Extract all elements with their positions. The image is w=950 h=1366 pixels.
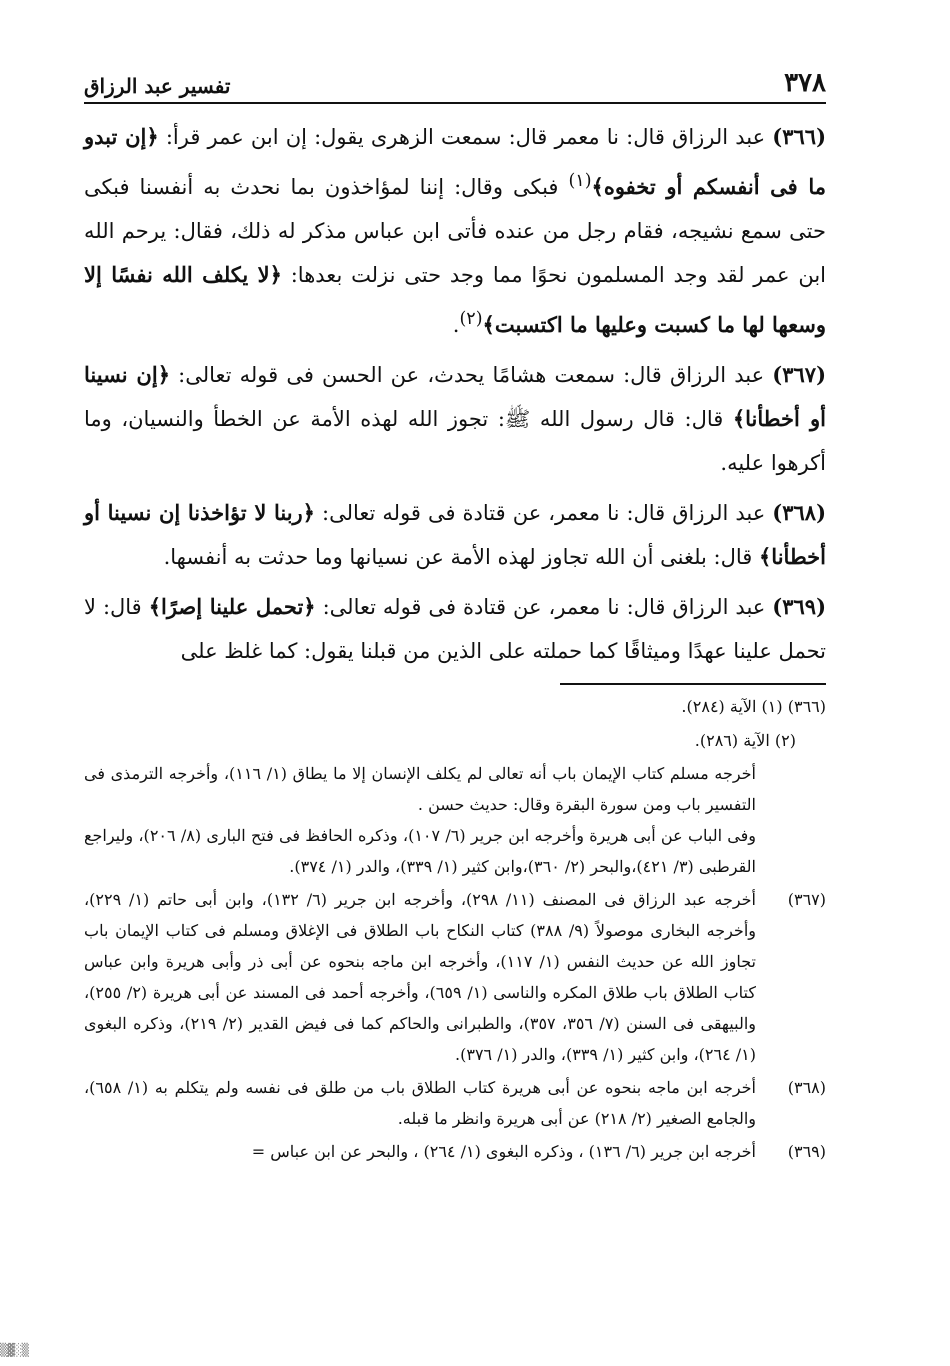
footnote-366-p1: أخرجه مسلم كتاب الإيمان باب أنه تعالى لم يكلف الإنسان إلا ما يطاق (١/ ١١٦)، وأخرجه الترمذى فى التفسير باب ومن سورة البقرة وقال: حديث حسن . xyxy=(84,764,757,814)
header-rule xyxy=(84,102,826,104)
page-header xyxy=(84,62,826,98)
entry-369 xyxy=(84,585,826,673)
footnote-label: (٣٦٧) xyxy=(787,890,826,909)
page-number: ٣٧٨ xyxy=(784,68,826,98)
footnote-367 xyxy=(84,884,826,1070)
entry-number: (٣٦٩) xyxy=(772,594,826,619)
running-title: تفسير عبد الرزاق xyxy=(84,74,231,98)
footnote-label: (٣٦٨) xyxy=(787,1078,826,1097)
footnote-text: أخرجه عبد الرزاق فى المصنف (١١/ ٢٩٨)، وأخرجه ابن جرير (٦/ ١٣٢)، وابن أبى حاتم (١/ ٢٢٩)، وأخرجه البخارى موصولاً (٩/ ٣٨٨) كتاب النكاح باب الطلاق فى الإغلاق ومسلم فى كتاب الإيمان باب تجاوز الله عن حديث النفس (١/ ١١٧)، وأخرجه ابن ماجه بنحوه عن أبى ذر وأبى هريرة وابن عباس كتاب الطلاق باب طلاق المكره والناسى (١/ ٦٥٩)، وأخرجه أحمد فى المسند عن أبى هريرة (٢/ ٢٥٥)، والبيهقى فى السنن (٧/ ٣٥٦، ٣٥٧)، والطبرانى والحاكم كما فى فيض القدير (٢/ ٢١٩)، وذكره البغوى (١/ ٢٦٤)، وابن كثير (١/ ٣٣٩)، والدر (١/ ٣٧٦). xyxy=(84,890,757,1064)
entry-text: قال: بلغنى أن الله تجاوز لهذه الأمة عن نسيانها وما حدثت به أنفسها. xyxy=(163,545,759,569)
footnote-marker: (٢) xyxy=(459,309,483,329)
entry-number: (٣٦٨) xyxy=(772,500,827,525)
entry-366 xyxy=(84,115,826,347)
entry-text: عبد الرزاق قال: سمعت هشامًا يحدث، عن الحسن فى قوله تعالى: xyxy=(170,363,773,387)
entry-text: قال: لا تحمل علينا عهدًا وميثاقًا كما حملته على الذين من قبلنا يقول: كما غلظ على xyxy=(84,595,826,663)
footnotes xyxy=(84,690,826,1169)
quran-verse: ﴿تحمل علينا إصرًا﴾ xyxy=(148,594,316,619)
footnote-text: أخرجه ابن ماجه بنحوه عن أبى هريرة كتاب الطلاق باب من طلق فى نفسه ولم يتكلم به (١/ ٦٥٨)، والجامع الصغير (٢/ ٢١٨) عن أبى هريرة وانظر ما قبله. xyxy=(84,1078,756,1128)
quran-verse: ﴿لا يكلف الله نفسًا إلا وسعها لها ما كسبت وعليها ما اكتسبت﴾ xyxy=(84,262,826,337)
entry-number: (٣٦٦) xyxy=(772,124,827,149)
entry-text: فبكى وقال: إننا لمؤاخذون بما نحدث به أنفسنا فبكى حتى سمع نشيجه، فقام رجل من عنده فأتى ابن عباس مذكر له ذلك، فقال: يرحم الله ابن عمر لقد وجد المسلمون نحوًا مما وجد حتى نزلت بعدها: xyxy=(84,175,826,287)
footnote-rule xyxy=(560,683,826,685)
entry-text: . xyxy=(452,313,460,337)
footnote-366-1: (٣٦٦) (١) الآية (٢٨٤). xyxy=(681,697,826,716)
footnote-marker: (١) xyxy=(568,171,592,191)
footnote-366-p2: وفى الباب عن أبى هريرة وأخرجه ابن جرير (٦/ ١٠٧)، وذكره الحافظ فى فتح البارى (٨/ ٢٠٦)، وليراجع القرطبى (٣/ ٤٢١)،والبحر (٢/ ٣٦٠)،وابن كثير (١/ ٣٣٩)، والدر (١/ ٣٧٤). xyxy=(84,826,757,876)
main-text xyxy=(84,115,826,679)
footnote-label: (٣٦٩) xyxy=(787,1142,826,1161)
entry-text: عبد الرزاق قال: نا معمر قال: سمعت الزهرى يقول: إن ابن عمر قرأ: xyxy=(158,125,773,149)
quran-verse: ﴿ربنا لا تؤاخذنا إن نسينا أو أخطأنا﴾ xyxy=(84,500,826,569)
entry-number: (٣٦٧) xyxy=(772,362,826,387)
scan-mark: ▒▓░▒ xyxy=(0,1343,29,1357)
footnote-text: أخرجه ابن جرير (٦/ ١٣٦) ، وذكره البغوى (١/ ٢٦٤) ، والبحر عن ابن عباس = xyxy=(251,1142,756,1161)
entry-367 xyxy=(84,353,826,485)
entry-text: قال: قال رسول الله ﷺ: تجوز الله لهذه الأمة عن الخطأ والنسيان، وما أكرهوا عليه. xyxy=(84,407,826,475)
footnote-369 xyxy=(84,1136,826,1167)
entry-368 xyxy=(84,491,826,579)
quran-verse: ﴿إن نسينا أو أخطأنا﴾ xyxy=(84,362,827,431)
entry-text: عبد الرزاق قال: نا معمر، عن قتادة فى قوله تعالى: xyxy=(315,501,773,525)
entry-text: عبد الرزاق قال: نا معمر، عن قتادة فى قوله تعالى: xyxy=(315,595,773,619)
footnote-366-2: (٢) الآية (٢٨٦). xyxy=(694,731,796,750)
footnote-368 xyxy=(84,1072,826,1134)
quran-verse: ﴿إن تبدو ما فى أنفسكم أو تخفوه﴾ xyxy=(84,124,826,199)
